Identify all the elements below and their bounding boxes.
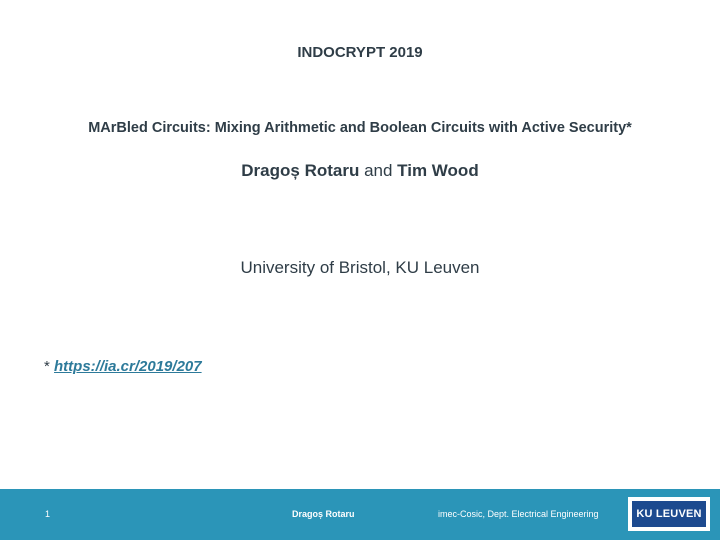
logo-text: KU LEUVEN: [632, 501, 706, 527]
paper-title: MArBled Circuits: Mixing Arithmetic and Boolean Circuits with Active Security*: [88, 120, 632, 136]
ku-leuven-logo: [628, 497, 710, 531]
paper-link[interactable]: https://ia.cr/2019/207: [54, 358, 202, 375]
authors-connector: and: [359, 161, 398, 180]
footer-bar: [0, 489, 720, 540]
page-number: 1: [45, 509, 51, 519]
author-first: Dragoș Rotaru: [241, 161, 360, 180]
conference-name: INDOCRYPT 2019: [297, 44, 423, 61]
footer-department: imec-Cosic, Dept. Electrical Engineering: [438, 509, 599, 519]
footer-author: Dragoș Rotaru: [292, 509, 355, 519]
author-second: Tim Wood: [397, 161, 479, 180]
footnote-marker: *: [44, 358, 55, 375]
affiliation: University of Bristol, KU Leuven: [240, 258, 480, 277]
footnote: [44, 358, 202, 375]
authors-line: [0, 161, 720, 181]
